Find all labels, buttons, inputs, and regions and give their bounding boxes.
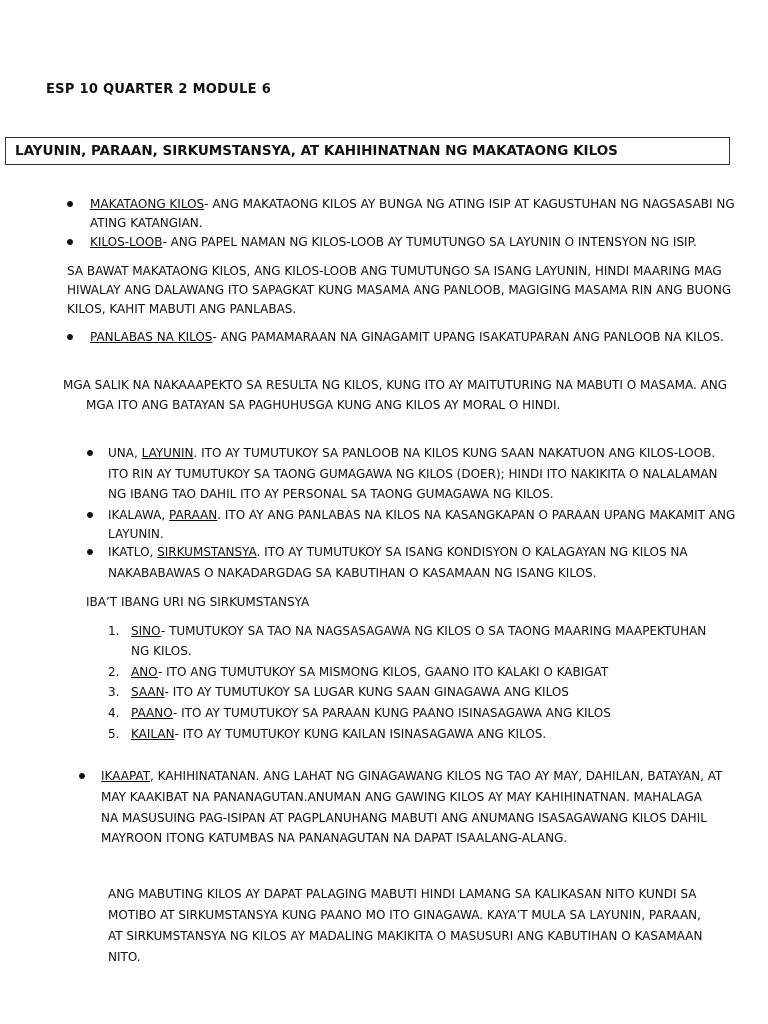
list-item-text: - ITO AY TUMUTUKOY KUNG KAILAN ISINASAGAWA ANG KILOS.: [174, 727, 547, 741]
term-sino: SINO: [131, 624, 161, 638]
bullet-text-continuation: ATING KATANGIAN.: [90, 216, 203, 230]
bullet-icon: [67, 239, 73, 245]
list-item-text: - TUMUTUKOY SA TAO NA NAGSASAGAWA NG KILOS O SA TAONG MAARING MAAPEKTUHAN: [160, 624, 707, 638]
paragraph-line: MGA ITO ANG BATAYAN SA PAGHUHUSGA KUNG ANG KILOS AY MORAL O HINDI.: [86, 398, 561, 412]
factor-text-continuation: NAKABABAWAS O NAKADARGDAG SA KABUTIHAN O KASAMAAN NG ISANG KILOS.: [108, 566, 597, 580]
list-item-text: - ITO AY TUMUTUKOY SA PARAAN KUNG PAANO ISINASAGAWA ANG KILOS: [172, 706, 611, 720]
factor-prefix: UNA,: [108, 446, 142, 460]
factor-text-continuation: MAYROON ITONG KATUMBAS NA PANANAGUTAN NA DAPAT ISAALANG-ALANG.: [101, 831, 568, 845]
term-sirkumstansya: SIRKUMSTANSYA: [157, 545, 257, 559]
term-kilos-loob: KILOS-LOOB: [90, 235, 163, 249]
term-paraan: PARAAN: [168, 508, 218, 522]
term-makataong-kilos: MAKATAONG KILOS: [90, 197, 205, 211]
conclusion-line: ANG MABUTING KILOS AY DAPAT PALAGING MABUTI HINDI LAMANG SA KALIKASAN NITO KUNDI SA: [108, 887, 697, 901]
bullet-icon: [87, 549, 93, 555]
bullet-icon: [67, 201, 73, 207]
factor-text: . ITO AY ANG PANLABAS NA KILOS NA KASANGKAPAN O PARAAN UPANG MAKAMIT ANG: [217, 508, 736, 522]
bullet-panlabas-na-kilos: [90, 327, 724, 347]
list-number: 1.: [108, 624, 120, 638]
term-panlabas-na-kilos: PANLABAS NA KILOS: [90, 330, 213, 344]
list-number: 5.: [108, 727, 120, 741]
sirkumstansya-heading: IBA’T IBANG URI NG SIRKUMSTANSYA: [86, 595, 310, 609]
paragraph-line: HIWALAY ANG DALAWANG ITO SAPAGKAT KUNG MASAMA ANG PANLOOB, MAGIGING MASAMA RIN ANG BUONG: [67, 283, 732, 297]
term-saan: SAAN: [131, 685, 165, 699]
factor-text-continuation: NG IBANG TAO DAHIL ITO AY PERSONAL SA TAONG GUMAGAWA NG KILOS.: [108, 487, 554, 501]
factor-ikaapat: [101, 766, 722, 786]
factor-text-continuation: NA MASUSUING PAG-ISIPAN AT PAGPLANUHANG MABUTI ANG ANUMANG ISASAGAWANG KILOS DAHIL: [101, 811, 707, 825]
factor-prefix: IKATLO,: [108, 545, 158, 559]
bullet-icon: [87, 512, 93, 518]
conclusion-line: AT SIRKUMSTANSYA NG KILOS AY MADALING MAKIKITA O MASUSURI ANG KABUTIHAN O KASAMAAN: [108, 929, 703, 943]
bullet-makataong-kilos: [90, 194, 735, 214]
bullet-text: - ANG PAPEL NAMAN NG KILOS-LOOB AY TUMUTUNGO SA LAYUNIN O INTENSYON NG ISIP.: [162, 235, 697, 249]
factor-ikalawa: [108, 505, 735, 525]
document-title: LAYUNIN, PARAAN, SIRKUMSTANSYA, AT KAHIHINATNAN NG MAKATAONG KILOS: [5, 137, 730, 165]
list-item-paano: [131, 703, 611, 723]
paragraph-line: SA BAWAT MAKATAONG KILOS, ANG KILOS-LOOB ANG TUMUTUNGO SA ISANG LAYUNIN, HINDI MAARING MAG: [67, 264, 722, 278]
bullet-kilos-loob: [90, 232, 697, 252]
bullet-icon: [87, 450, 93, 456]
term-ano: ANO: [131, 665, 158, 679]
list-item-kailan: [131, 724, 546, 744]
factor-text-continuation: ITO RIN AY TUMUTUKOY SA TAONG GUMAGAWA NG KILOS (DOER); HINDI ITO NAKIKITA O NALALAMAN: [108, 467, 718, 481]
term-paano: PAANO: [131, 706, 173, 720]
list-item-saan: [131, 682, 569, 702]
list-number: 3.: [108, 685, 120, 699]
term-ikaapat: IKAAPAT: [101, 769, 151, 783]
factor-prefix: IKALAWA,: [108, 508, 169, 522]
factor-text: , KAHIHINATANAN. ANG LAHAT NG GINAGAWANG KILOS NG TAO AY MAY, DAHILAN, BATAYAN, AT: [150, 769, 723, 783]
bullet-text: - ANG MAKATAONG KILOS AY BUNGA NG ATING ISIP AT KAGUSTUHAN NG NAGSASABI NG: [204, 197, 735, 211]
bullet-icon: [79, 773, 85, 779]
paragraph-line: KILOS, KAHIT MABUTI ANG PANLABAS.: [67, 302, 297, 316]
list-number: 4.: [108, 706, 120, 720]
list-item-sino: [131, 621, 706, 641]
factor-una: [108, 443, 715, 463]
list-item-text: - ITO AY TUMUTUKOY SA LUGAR KUNG SAAN GINAGAWA ANG KILOS: [164, 685, 569, 699]
term-kailan: KAILAN: [131, 727, 175, 741]
term-layunin: LAYUNIN: [141, 446, 194, 460]
list-item-continuation: NG KILOS.: [131, 644, 192, 658]
conclusion-line: MOTIBO AT SIRKUMSTANSYA KUNG PAANO MO ITO GINAGAWA. KAYA’T MULA SA LAYUNIN, PARAAN,: [108, 908, 701, 922]
bullet-text: - ANG PAMAMARAAN NA GINAGAMIT UPANG ISAKATUPARAN ANG PANLOOB NA KILOS.: [212, 330, 724, 344]
list-item-text: - ITO ANG TUMUTUKOY SA MISMONG KILOS, GAANO ITO KALAKI O KABIGAT: [157, 665, 609, 679]
list-item-ano: [131, 662, 608, 682]
conclusion-line: NITO.: [108, 950, 141, 964]
document-header: ESP 10 QUARTER 2 MODULE 6: [46, 82, 272, 97]
factor-text-continuation: LAYUNIN.: [108, 527, 164, 541]
bullet-icon: [67, 334, 73, 340]
list-number: 2.: [108, 665, 120, 679]
paragraph-line: MGA SALIK NA NAKAAAPEKTO SA RESULTA NG KILOS, KUNG ITO AY MAITUTURING NA MABUTI O MASAMA. ANG: [63, 378, 728, 392]
factor-text: . ITO AY TUMUTUKOY SA ISANG KONDISYON O KALAGAYAN NG KILOS NA: [256, 545, 688, 559]
factor-text: . ITO AY TUMUTUKOY SA PANLOOB NA KILOS KUNG SAAN NAKATUON ANG KILOS-LOOB.: [193, 446, 716, 460]
factor-ikatlo: [108, 542, 688, 562]
factor-text-continuation: MAY KAAKIBAT NA PANANAGUTAN.ANUMAN ANG GAWING KILOS AY MAY KAHIHINATNAN. MAHALAGA: [101, 790, 702, 804]
